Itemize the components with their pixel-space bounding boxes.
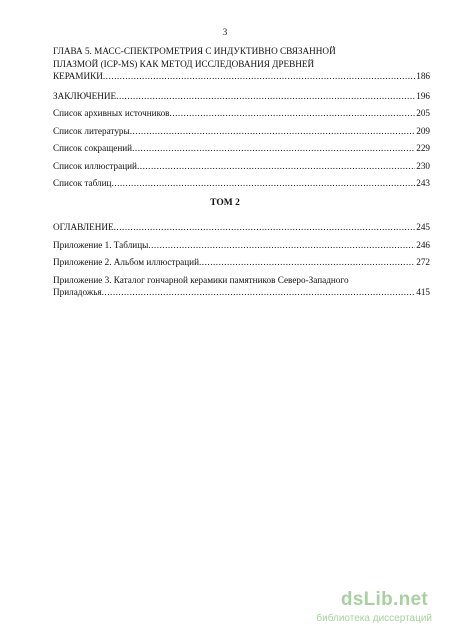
toc-entry-appendix-2[interactable] bbox=[53, 256, 430, 269]
dslib-watermark bbox=[316, 589, 440, 627]
leader-dots bbox=[130, 125, 416, 138]
dslib-subtitle: библиотека диссертаций bbox=[316, 613, 432, 624]
toc-volume-1 bbox=[53, 45, 430, 190]
toc-entry-title: ЗАКЛЮЧЕНИЕ bbox=[53, 90, 117, 101]
toc-entry-page: 272 bbox=[416, 257, 430, 267]
toc-entry-title-line: ПЛАЗМОЙ (ICP-MS) КАК МЕТОД ИССЛЕДОВАНИЯ ДРЕВНЕЙ bbox=[53, 58, 315, 69]
toc-entry-page: 415 bbox=[416, 287, 430, 297]
toc-entry-title: Список иллюстраций bbox=[53, 160, 137, 171]
toc-entry-page: 246 bbox=[416, 239, 430, 250]
leader-dots bbox=[103, 70, 415, 83]
toc-entry-literature[interactable] bbox=[53, 125, 430, 138]
toc-entry-page: 243 bbox=[416, 178, 430, 188]
toc-entry-page: 205 bbox=[416, 108, 430, 118]
toc-entry-title: Список литературы bbox=[53, 125, 130, 136]
volume-2-heading: ТОМ 2 bbox=[210, 198, 240, 208]
toc-entry-page: 229 bbox=[416, 143, 430, 153]
leader-dots bbox=[102, 286, 416, 299]
leader-dots bbox=[132, 142, 415, 155]
leader-dots bbox=[199, 256, 415, 269]
toc-entry-appendix-1[interactable] bbox=[53, 239, 430, 252]
toc-entry-title-line: ГЛАВА 5. МАСС-СПЕКТРОМЕТРИЯ С ИНДУКТИВНО СВЯЗАННОЙ bbox=[53, 46, 336, 56]
toc-entry-page: 186 bbox=[416, 71, 430, 81]
toc-entry-title: Список сокращений bbox=[53, 143, 133, 153]
toc-volume-2 bbox=[53, 221, 430, 299]
leader-dots bbox=[137, 160, 415, 173]
toc-entry-page: 209 bbox=[416, 125, 430, 136]
toc-entry-title: Приложение 1. Таблицы bbox=[53, 239, 149, 250]
toc-entry-title: Список таблиц bbox=[53, 178, 112, 188]
toc-entry-title: Приложение 2. Альбом иллюстраций bbox=[53, 257, 199, 267]
toc-entry-page: 230 bbox=[416, 160, 430, 171]
leader-dots bbox=[170, 107, 416, 120]
toc-entry-title: Приладожья bbox=[53, 287, 102, 297]
toc-entry-illustrations[interactable] bbox=[53, 160, 430, 173]
toc-entry-title: КЕРАМИКИ bbox=[53, 71, 103, 81]
toc-entry-chapter-5[interactable] bbox=[53, 45, 430, 83]
toc-entry-appendix-3[interactable] bbox=[53, 274, 430, 299]
toc-entry-tables[interactable] bbox=[53, 177, 430, 190]
toc-entry-title: Список архивных источников bbox=[53, 108, 170, 118]
page-number: 3 bbox=[222, 27, 228, 37]
toc-entry-title-line: Приложение 3. Каталог гончарной керамики памятников Северо-Западного bbox=[53, 274, 349, 285]
toc-entry-contents[interactable] bbox=[53, 221, 430, 234]
leader-dots bbox=[116, 90, 415, 103]
toc-entry-conclusion[interactable] bbox=[53, 90, 430, 103]
leader-dots bbox=[148, 239, 415, 252]
toc-entry-page: 245 bbox=[416, 222, 430, 232]
leader-dots bbox=[114, 221, 416, 234]
toc-entry-archival-sources[interactable] bbox=[53, 107, 430, 120]
leader-dots bbox=[111, 177, 415, 190]
dslib-logo: dsLib.net bbox=[340, 589, 428, 610]
toc-entry-abbreviations[interactable] bbox=[53, 142, 430, 155]
toc-entry-page: 196 bbox=[416, 90, 430, 101]
toc-entry-title: ОГЛАВЛЕНИЕ bbox=[53, 222, 114, 232]
